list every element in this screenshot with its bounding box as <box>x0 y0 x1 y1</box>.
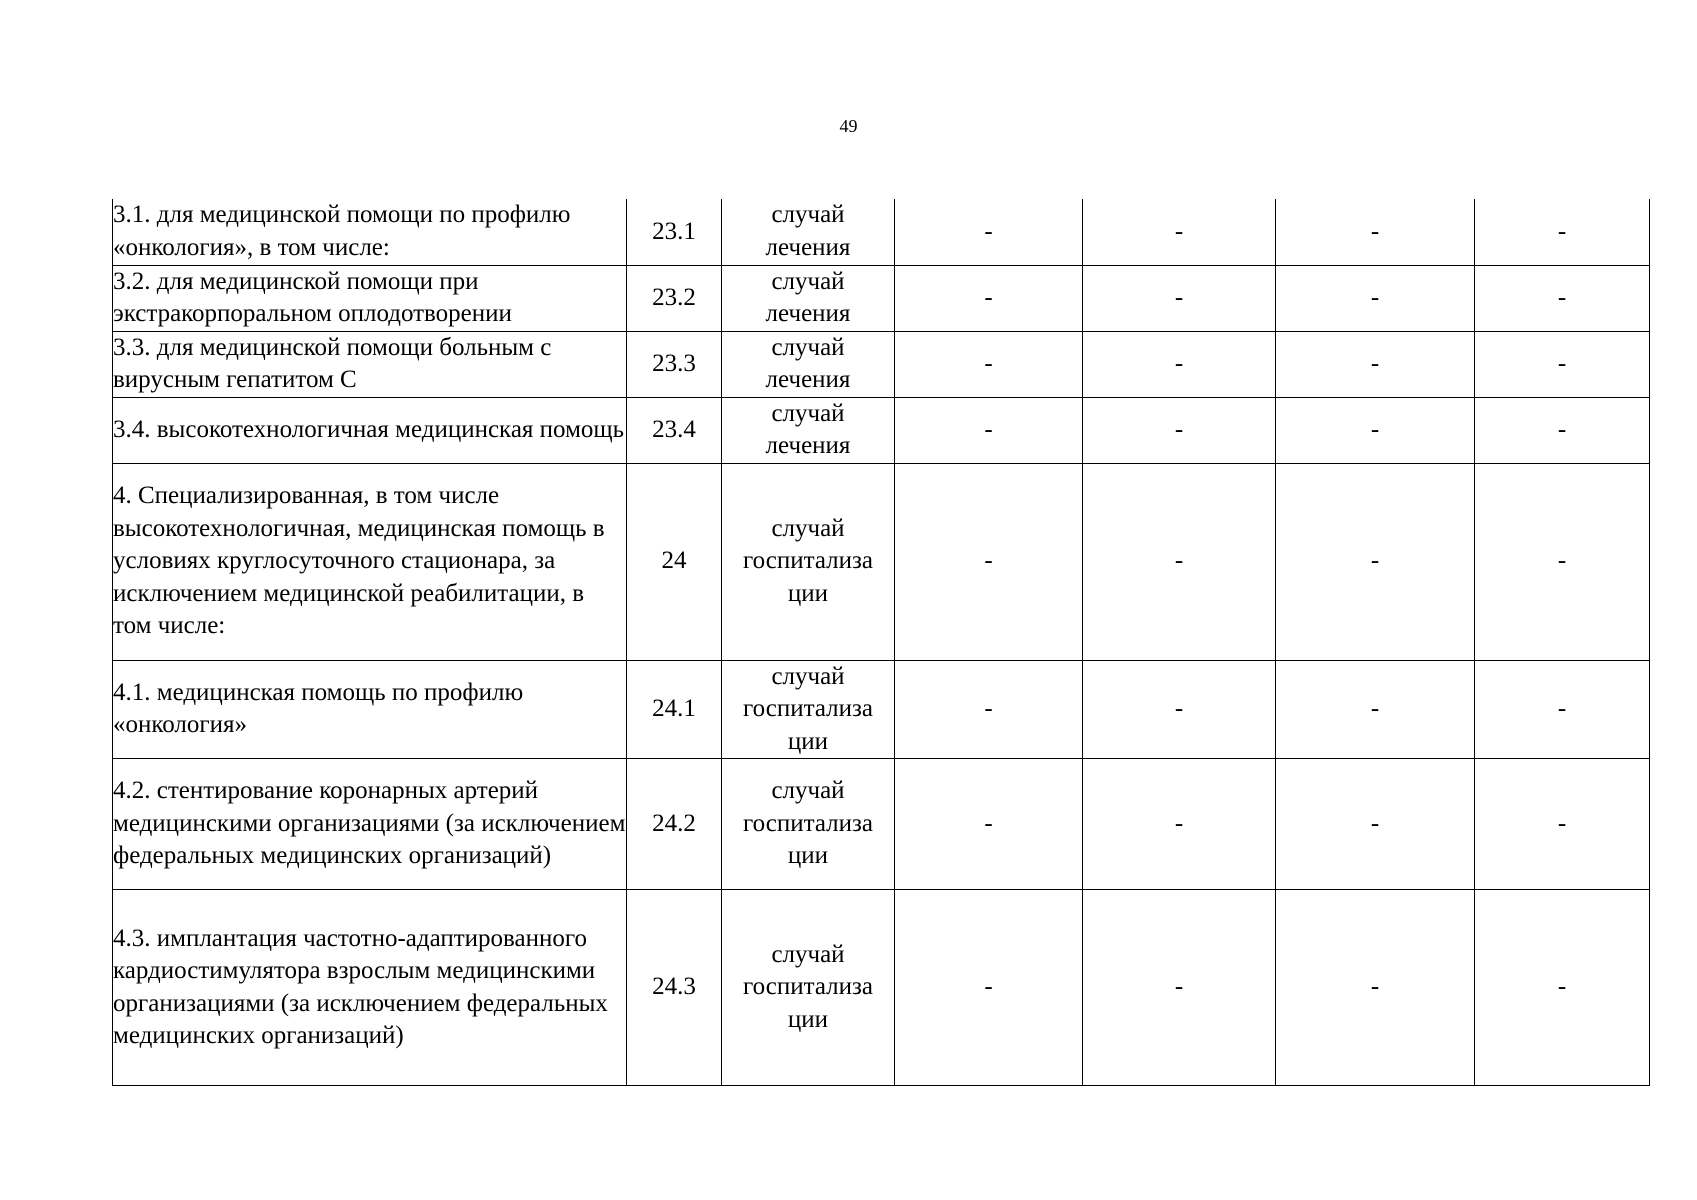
table-row <box>113 331 1650 397</box>
row-value-cell-1: - <box>895 660 1083 759</box>
row-unit-cell <box>722 660 895 759</box>
unit-line: ции <box>787 1005 829 1033</box>
row-value-cell-1: - <box>895 265 1083 331</box>
row-value-cell-2: - <box>1083 660 1276 759</box>
row-code-cell: 24.3 <box>627 890 722 1086</box>
row-name-cell: 3.3. для медицинской помощи больным с вирусным гепатитом С <box>113 331 627 397</box>
row-value-cell-3: - <box>1276 463 1475 660</box>
row-unit-cell <box>722 199 895 265</box>
row-code-cell: 24 <box>627 463 722 660</box>
unit-line: госпитализа <box>743 973 873 1001</box>
unit-line: госпитализа <box>743 809 873 837</box>
row-value-cell-3: - <box>1276 331 1475 397</box>
row-value-cell-3: - <box>1276 759 1475 890</box>
row-value-cell-2: - <box>1083 463 1276 660</box>
row-name-cell: 4. Специализированная, в том числе высокотехнологичная, медицинская помощь в условиях круглосуточного стационара, за исключением медицинской реабилитации, в том числе: <box>113 463 627 660</box>
row-value-cell-2: - <box>1083 759 1276 890</box>
row-unit-cell <box>722 331 895 397</box>
row-value-cell-4: - <box>1475 397 1650 463</box>
unit-line: лечения <box>765 300 851 327</box>
row-name-cell: 3.1. для медицинской помощи по профилю «онкология», в том числе: <box>113 199 627 265</box>
unit-line: случай <box>771 514 845 542</box>
row-value-cell-4: - <box>1475 265 1650 331</box>
table-body <box>113 199 1650 1086</box>
unit-line: госпитализа <box>743 695 873 722</box>
row-value-cell-1: - <box>895 463 1083 660</box>
table-row <box>113 463 1650 660</box>
table-row <box>113 660 1650 759</box>
unit-line: лечения <box>765 432 851 459</box>
row-value-cell-2: - <box>1083 199 1276 265</box>
row-value-cell-2: - <box>1083 890 1276 1086</box>
row-name-cell: 3.2. для медицинской помощи при экстракорпоральном оплодотворении <box>113 265 627 331</box>
row-value-cell-3: - <box>1276 199 1475 265</box>
table-row <box>113 759 1650 890</box>
unit-line: ции <box>787 579 829 607</box>
row-value-cell-4: - <box>1475 759 1650 890</box>
unit-line: случай <box>771 201 845 229</box>
row-name-cell: 4.2. стентирование коронарных артерий медицинскими организациями (за исключением федеральных медицинских организаций) <box>113 759 627 890</box>
unit-line: случай <box>771 333 845 361</box>
row-unit-cell <box>722 759 895 890</box>
row-value-cell-3: - <box>1276 660 1475 759</box>
row-unit-cell <box>722 397 895 463</box>
row-code-cell: 23.3 <box>627 331 722 397</box>
row-value-cell-1: - <box>895 397 1083 463</box>
unit-line: случай <box>771 940 845 968</box>
table-row <box>113 890 1650 1086</box>
row-value-cell-3: - <box>1276 397 1475 463</box>
row-value-cell-2: - <box>1083 331 1276 397</box>
table-row <box>113 199 1650 265</box>
table-row <box>113 397 1650 463</box>
row-name-cell: 3.4. высокотехнологичная медицинская помощь <box>113 397 627 463</box>
unit-line: случай <box>771 662 845 690</box>
row-value-cell-4: - <box>1475 331 1650 397</box>
unit-line: госпитализа <box>743 547 873 575</box>
row-value-cell-1: - <box>895 199 1083 265</box>
row-unit-cell <box>722 890 895 1086</box>
row-code-cell: 24.2 <box>627 759 722 890</box>
row-value-cell-1: - <box>895 331 1083 397</box>
row-value-cell-3: - <box>1276 265 1475 331</box>
row-name-cell: 4.3. имплантация частотно-адаптированного кардиостимулятора взрослым медицинскими организациями (за исключением федеральных медицинских организаций) <box>113 890 627 1086</box>
row-value-cell-4: - <box>1475 463 1650 660</box>
unit-line: лечения <box>765 366 851 393</box>
row-code-cell: 23.2 <box>627 265 722 331</box>
row-value-cell-4: - <box>1475 199 1650 265</box>
row-value-cell-3: - <box>1276 890 1475 1086</box>
row-unit-cell <box>722 265 895 331</box>
unit-line: лечения <box>765 233 851 261</box>
unit-line: ции <box>787 842 829 870</box>
row-name-cell: 4.1. медицинская помощь по профилю «онкология» <box>113 660 627 759</box>
row-value-cell-2: - <box>1083 265 1276 331</box>
unit-line: случай <box>771 777 845 805</box>
row-value-cell-1: - <box>895 759 1083 890</box>
row-value-cell-2: - <box>1083 397 1276 463</box>
row-unit-cell <box>722 463 895 660</box>
row-value-cell-4: - <box>1475 890 1650 1086</box>
row-code-cell: 23.1 <box>627 199 722 265</box>
table-row <box>113 265 1650 331</box>
unit-line: случай <box>771 399 845 427</box>
row-code-cell: 23.4 <box>627 397 722 463</box>
row-value-cell-1: - <box>895 890 1083 1086</box>
row-code-cell: 24.1 <box>627 660 722 759</box>
row-value-cell-4: - <box>1475 660 1650 759</box>
page-number: 49 <box>839 116 858 136</box>
unit-line: ции <box>787 727 829 755</box>
services-table <box>112 199 1650 1086</box>
unit-line: случай <box>771 267 845 295</box>
